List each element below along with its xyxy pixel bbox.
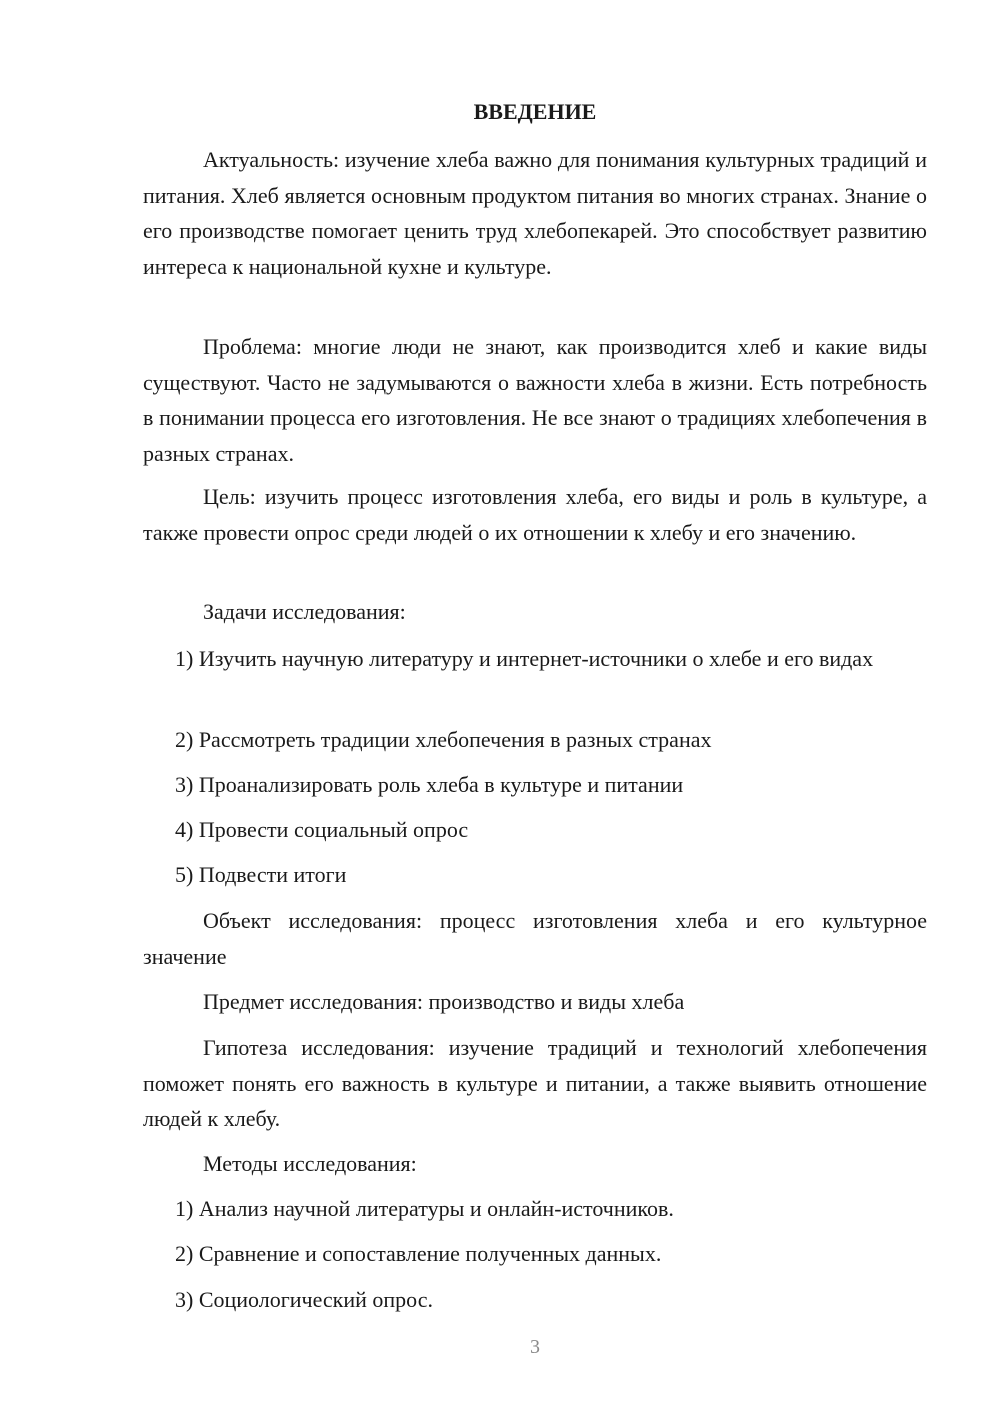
method-item: 2) Сравнение и сопоставление полученных данных. [175, 1241, 662, 1266]
tasks-heading: Задачи исследования: [203, 599, 406, 624]
methods-heading: Методы исследования: [203, 1151, 417, 1176]
subject-paragraph: Предмет исследования: производство и виды хлеба [203, 989, 685, 1014]
section-title: ВВЕДЕНИЕ [473, 99, 597, 124]
hypothesis-paragraph: Гипотеза исследования: изучение традиций и технологий хлебопечения поможет понять его важность в культуре и питании, а также выявить отношение людей к хлебу. [143, 1035, 927, 1131]
task-item: 4) Провести социальный опрос [175, 817, 469, 842]
document-page [143, 0, 927, 1414]
task-item: 3) Проанализировать роль хлеба в культуре и питании [175, 772, 684, 797]
task-item: 5) Подвести итоги [175, 862, 347, 887]
method-item: 3) Социологический опрос. [175, 1287, 433, 1312]
object-paragraph: Объект исследования: процесс изготовления хлеба и его культурное значение [143, 908, 927, 969]
relevance-paragraph: Актуальность: изучение хлеба важно для понимания культурных традиций и питания. Хлеб является основным продуктом питания во многих странах. Знание о его производстве помогает ценить труд хлебопекарей. Это способствует развитию интереса к национальной кухне и культуре. [143, 147, 927, 279]
goal-paragraph: Цель: изучить процесс изготовления хлеба, его виды и роль в культуре, а также провести опрос среди людей о их отношении к хлебу и его значению. [143, 484, 927, 545]
method-item: 1) Анализ научной литературы и онлайн-источников. [175, 1196, 674, 1221]
task-item: 2) Рассмотреть традиции хлебопечения в разных странах [175, 727, 712, 752]
task-item: 1) Изучить научную литературу и интернет-источники о хлебе и его видах [175, 646, 874, 671]
page-number: 3 [530, 1336, 540, 1358]
problem-paragraph: Проблема: многие люди не знают, как производится хлеб и какие виды существуют. Часто не задумываются о важности хлеба в жизни. Есть потребность в понимании процесса его изготовления. Не все знают о традициях хлебопечения в разных странах. [143, 334, 927, 466]
